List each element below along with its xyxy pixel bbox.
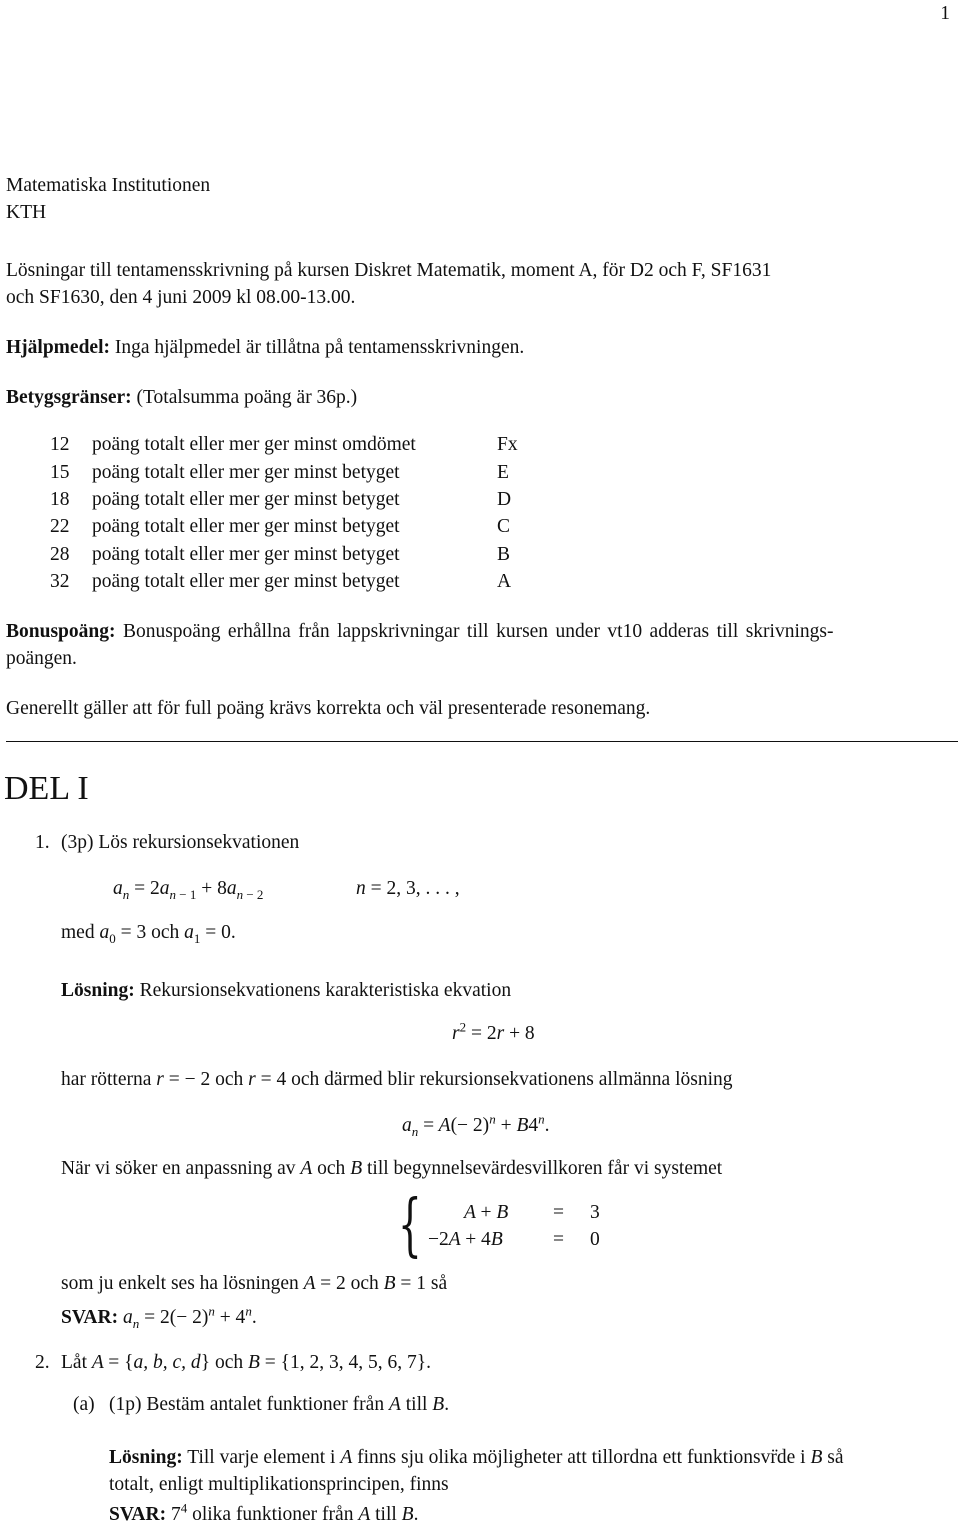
answer-power: $7^4$	[170, 1500, 188, 1525]
var-b: B	[810, 1447, 823, 1468]
var-a: A	[358, 1504, 371, 1525]
general-text: Generellt gäller att för full poäng krävs korrekta och väl presenterade resonemang.	[6, 698, 651, 719]
grade-text: poäng totalt eller mer ger minst betyget	[92, 489, 400, 511]
table-row	[50, 514, 518, 541]
roots-text-c: och därmed blir rekursionsekvationens allmänna lösning	[291, 1069, 733, 1090]
problem-2-statement	[61, 1351, 431, 1375]
section-title: DEL I	[4, 770, 89, 807]
recurrence-range: n = 2, 3, . . . ,	[356, 878, 460, 899]
grade-value: C	[497, 516, 511, 538]
table-row	[50, 541, 518, 568]
grade-text: poäng totalt eller mer ger minst omdömet	[92, 434, 416, 456]
system-eq-2-equals: =	[553, 1229, 564, 1250]
institution: Matematiska Institutionen	[6, 175, 211, 196]
part-a-solution-line-2: totalt, enligt multiplikationsprincipen, finns	[109, 1474, 449, 1495]
title-line-1: Lösningar till tentamensskrivning på kursen Diskret Matematik, moment A, för D2 och F, SF1631	[6, 260, 772, 281]
problem-1-number: 1.	[35, 832, 50, 853]
solution-text-b: finns sju olika möjligheter att tillordna ett funktionsvr̈de i	[357, 1447, 806, 1468]
solution-intro-text: Rekursionsekvationens karakteristiska ekvation	[139, 980, 512, 1001]
statement-text-b: och	[214, 1352, 244, 1373]
table-row	[50, 432, 518, 459]
answer-text-b: till	[375, 1504, 397, 1525]
grade-points: 32	[50, 570, 70, 592]
table-row	[50, 487, 518, 514]
characteristic-equation: $r^2 = 2r + 8$	[452, 1019, 535, 1044]
bonus-paragraph	[6, 620, 833, 644]
solution-text-c: så	[827, 1447, 844, 1468]
problem-1-solution-intro	[61, 979, 511, 1003]
roots-text-b: och	[215, 1069, 244, 1090]
grade-value: B	[497, 543, 511, 565]
initial-a1: $a_1 = 0$.	[184, 922, 236, 946]
root-2: r = 4	[248, 1069, 287, 1090]
solution-b: B = 1	[383, 1273, 427, 1294]
var-a: A	[388, 1394, 401, 1415]
initial-conditions	[61, 921, 236, 945]
easy-text-a: som ju enkelt ses ha lösningen	[61, 1273, 299, 1294]
grade-points: 15	[50, 461, 70, 483]
title-line-2: och SF1630, den 4 juni 2009 kl 08.00-13.00.	[6, 287, 356, 308]
solution-a: A = 2	[303, 1273, 346, 1294]
system-eq-2-rhs: 0	[590, 1229, 600, 1250]
bonus-text-continued: poängen.	[6, 648, 77, 669]
easy-text-c: så	[430, 1273, 448, 1294]
med-word: med	[61, 922, 95, 943]
answer-formula: $a_n = 2(- 2)^n + 4^n$.	[122, 1303, 257, 1331]
var-b: B.	[401, 1504, 419, 1525]
grade-table	[50, 432, 518, 596]
horizontal-rule	[6, 741, 958, 742]
aids-label: Hjälpmedel:	[6, 337, 110, 358]
problem-1-answer	[61, 1303, 257, 1331]
aids-text: Inga hjälpmedel är tillåtna på tentamensskrivningen.	[114, 337, 525, 358]
var-a: A	[340, 1447, 353, 1468]
answer-label: SVAR:	[109, 1504, 167, 1525]
answer-text-a: olika funktioner från	[192, 1504, 354, 1525]
grade-text: poäng totalt eller mer ger minst betyget	[92, 461, 400, 483]
fit-text-c: till begynnelsevärdesvillkoren får vi systemet	[366, 1158, 723, 1179]
grades-text: (Totalsumma poäng är 36p.)	[136, 387, 358, 408]
answer-label: SVAR:	[61, 1307, 119, 1328]
part-a-label: (a)	[73, 1394, 95, 1415]
fit-text-b: och	[317, 1158, 346, 1179]
set-b: B = {1, 2, 3, 4, 5, 6, 7}.	[247, 1352, 431, 1373]
problem-1-statement: (3p) Lös rekursionsekvationen	[61, 832, 300, 853]
easy-text-b: och	[350, 1273, 379, 1294]
grade-value: D	[497, 489, 512, 511]
roots-text-a: har rötterna	[61, 1069, 152, 1090]
table-row	[50, 568, 518, 595]
system-eq-2-lhs: −2A + 4B	[428, 1229, 503, 1250]
grade-text: poäng totalt eller mer ger minst betyget	[92, 516, 400, 538]
grade-value: E	[497, 461, 509, 483]
university: KTH	[6, 202, 47, 223]
grades-label: Betygsgränser:	[6, 387, 132, 408]
part-a-answer	[109, 1500, 419, 1527]
grade-points: 22	[50, 516, 70, 538]
aids-paragraph	[6, 336, 524, 360]
easy-solution-sentence	[61, 1272, 447, 1296]
part-a-statement	[109, 1393, 449, 1417]
roots-sentence	[61, 1068, 733, 1092]
grade-text: poäng totalt eller mer ger minst betyget	[92, 543, 400, 565]
system-eq-1-rhs: 3	[590, 1202, 600, 1223]
var-b: B	[350, 1158, 363, 1179]
grade-points: 12	[50, 434, 70, 456]
part-a-solution	[109, 1446, 843, 1470]
solution-label: Lösning:	[61, 980, 135, 1001]
system-eq-1-equals: =	[553, 1202, 564, 1223]
recurrence-equation: $a_n = 2a_{n - 1} + 8a_{n - 2}$	[113, 878, 264, 902]
och-word: och	[151, 922, 180, 943]
left-brace-icon: {	[398, 1186, 422, 1265]
grade-text: poäng totalt eller mer ger minst betyget	[92, 570, 400, 592]
general-solution: $a_n = A(- 2)^n + B4^n$.	[402, 1111, 550, 1139]
grade-points: 28	[50, 543, 70, 565]
fit-sentence	[61, 1157, 722, 1181]
initial-a0: $a_0 = 3$	[99, 922, 147, 946]
statement-text-a: Låt	[61, 1352, 87, 1373]
fit-text-a: När vi söker en anpassning av	[61, 1158, 296, 1179]
bonus-text: Bonuspoäng erhållna från lappskrivningar till kursen under vt10 adderas till skrivnings-	[122, 621, 834, 642]
set-a: A = {a, b, c, d}	[91, 1352, 211, 1373]
solution-label: Lösning:	[109, 1447, 183, 1468]
page-number: 1	[940, 3, 950, 24]
var-b: B.	[432, 1394, 450, 1415]
part-a-text-a: (1p) Bestäm antalet funktioner från	[109, 1394, 385, 1415]
grades-paragraph	[6, 386, 357, 410]
grade-value: Fx	[497, 434, 518, 456]
table-row	[50, 459, 518, 486]
part-a-text-b: till	[405, 1394, 428, 1415]
grade-points: 18	[50, 489, 70, 511]
root-1: r = − 2	[156, 1069, 211, 1090]
bonus-label: Bonuspoäng:	[6, 621, 116, 642]
var-a: A	[300, 1158, 313, 1179]
grade-value: A	[497, 570, 512, 592]
system-eq-1-lhs: A + B	[464, 1202, 509, 1223]
problem-2-number: 2.	[35, 1352, 50, 1373]
solution-text-a: Till varje element i	[187, 1447, 336, 1468]
